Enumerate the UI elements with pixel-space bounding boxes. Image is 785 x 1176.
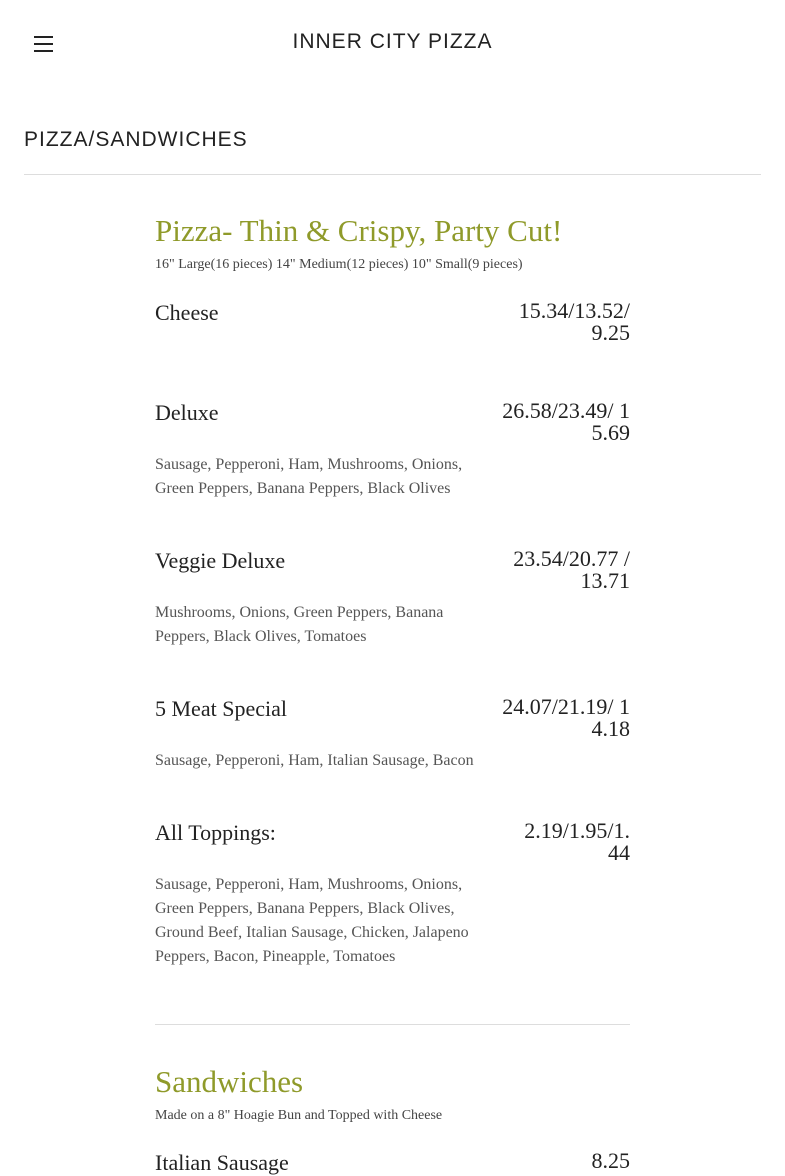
section-title: Sandwiches xyxy=(155,1064,304,1099)
site-title[interactable]: INNER CITY PIZZA xyxy=(292,30,493,53)
sandwiches-section xyxy=(155,0,630,1175)
menu-item-description: Sausage, Pepperoni, Ham, Mushrooms, Onions, Green Peppers, Banana Peppers, Black Olives xyxy=(155,456,463,497)
menu-item-description: Sausage, Pepperoni, Ham, Mushrooms, Onions, Green Peppers, Banana Peppers, Black Olives, Ground Beef, Italian Sausage, Chicken, Jalapeno Peppers, Bacon, Pineapple, Tomatoes xyxy=(155,876,469,965)
menu-item-name: 5 Meat Special xyxy=(155,696,287,721)
section-description: 16" Large(16 pieces) 14" Medium(12 pieces) 10" Small(9 pieces) xyxy=(155,257,523,272)
menu-item-price: 24.07/21.19/ 14.18 xyxy=(502,694,630,741)
menu-item-name: Deluxe xyxy=(155,400,219,425)
section-description: Made on a 8" Hoagie Bun and Topped with Cheese xyxy=(155,1108,443,1123)
section-title: Pizza- Thin & Crispy, Party Cut! xyxy=(155,213,563,248)
menu-item-name: Cheese xyxy=(155,300,219,325)
menu-item-price: 26.58/23.49/ 15.69 xyxy=(502,398,630,445)
page-title: PIZZA/SANDWICHES xyxy=(24,128,248,151)
menu-item-price: 2.19/1.95/1.44 xyxy=(524,818,630,865)
menu-item-name: All Toppings: xyxy=(155,820,276,845)
menu-item-description: Sausage, Pepperoni, Ham, Italian Sausage, Bacon xyxy=(155,752,474,769)
menu-item-name: Veggie Deluxe xyxy=(155,548,286,573)
menu-item-price: 8.25 xyxy=(591,1148,630,1173)
menu-item-price: 15.34/13.52/ 9.25 xyxy=(518,298,630,345)
menu-item-price: 23.54/20.77 / 13.71 xyxy=(513,546,630,593)
menu-item-description: Mushrooms, Onions, Green Peppers, Banana Peppers, Black Olives, Tomatoes xyxy=(155,604,444,645)
menu-item-name: Italian Sausage xyxy=(155,1150,289,1175)
